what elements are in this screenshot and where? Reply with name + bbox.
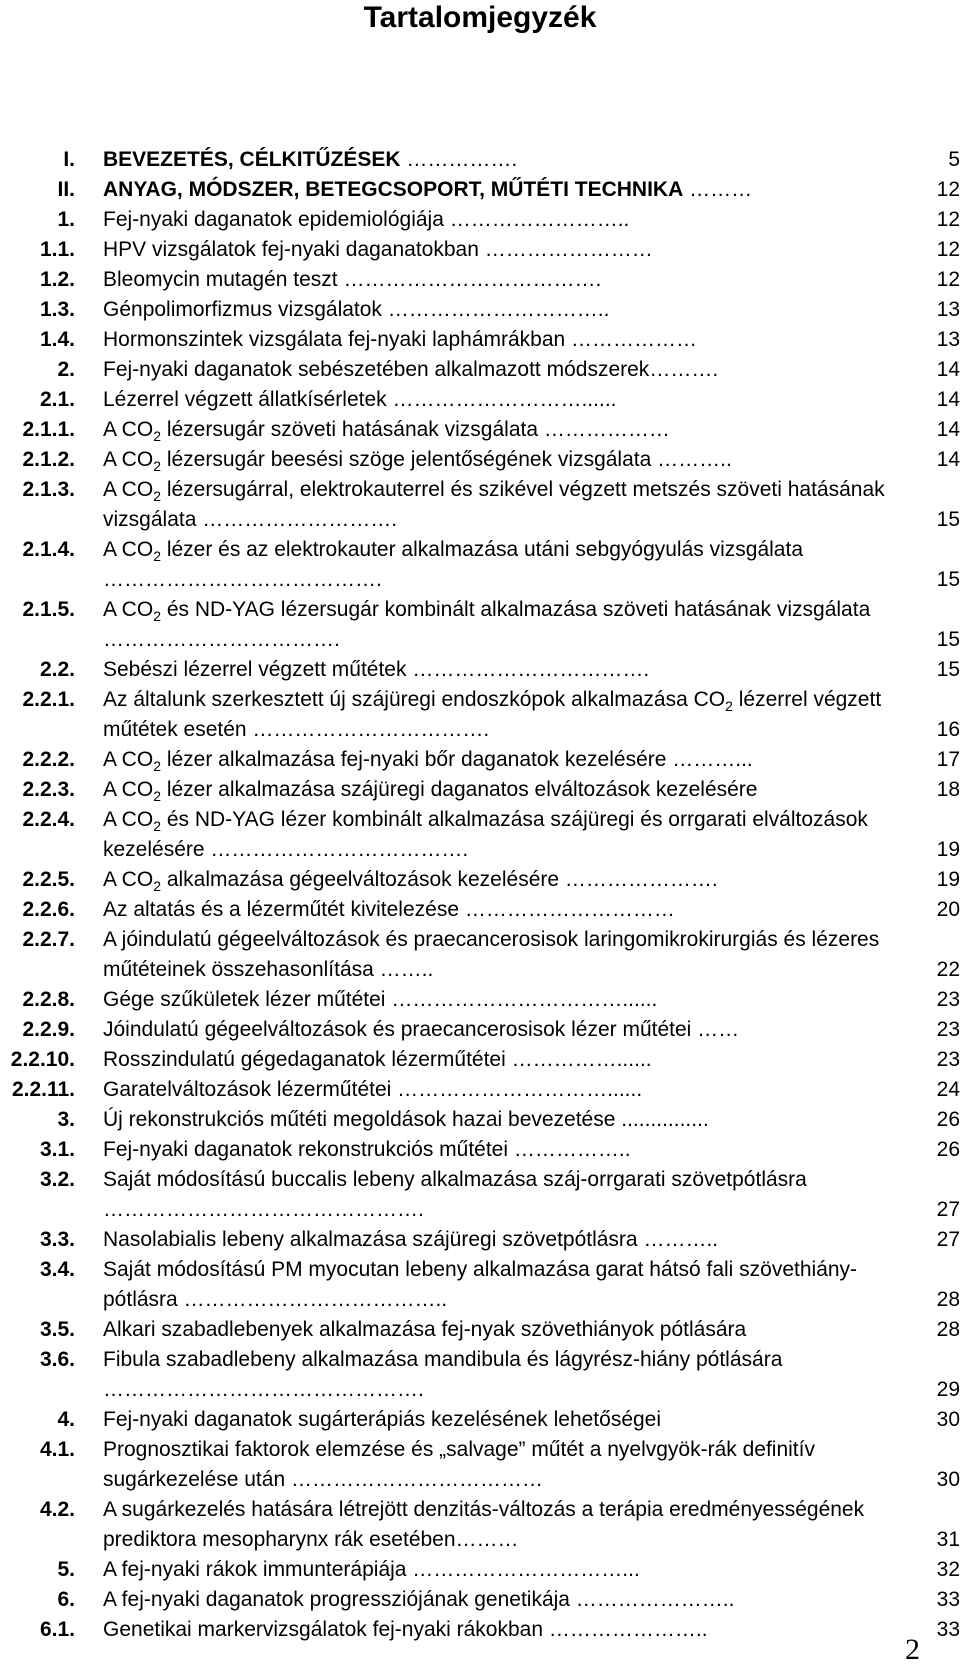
toc-entry-number: 1.3. — [39, 298, 75, 321]
toc-entry-page: 14 — [936, 418, 960, 441]
toc-entry-title — [103, 1345, 893, 1405]
toc-entry-page: 32 — [936, 1558, 960, 1581]
toc-entry-subscript: 2 — [153, 488, 161, 504]
toc-entry-page: 30 — [936, 1408, 960, 1431]
toc-entry-number: 2. — [57, 358, 75, 381]
toc-entry-text: Génpolimorfizmus vizsgálatok — [103, 298, 382, 321]
toc-entry-text: Az altatás és a lézerműtét kivitelezése — [103, 898, 459, 921]
toc-entry-prefix: A CO — [103, 478, 154, 501]
toc-entry-subscript: 2 — [725, 698, 733, 714]
toc-entry-number: 4.1. — [39, 1438, 75, 1461]
toc-entry-number: 2.2.2. — [22, 748, 75, 771]
toc-entry-number: 3.2. — [39, 1168, 75, 1191]
toc-entry-page: 5 — [948, 148, 960, 171]
toc-entry-leader: ……………………………… — [285, 1468, 543, 1491]
toc-entry-page: 12 — [936, 268, 960, 291]
toc-entry-prefix: A CO — [103, 808, 154, 831]
toc-entry-title — [103, 535, 893, 595]
toc-entry — [0, 235, 960, 265]
toc-entry-text: Prognosztikai faktorok elemzése és „salvage” műtét a nyelvgyök-rák definitív sugárkezelése után — [103, 1438, 815, 1491]
toc-entry-page: 27 — [936, 1228, 960, 1251]
toc-entry-page: 28 — [936, 1318, 960, 1341]
toc-entry-prefix: A CO — [103, 418, 154, 441]
toc-entry-title — [103, 475, 893, 535]
toc-entry-number: 2.1. — [39, 388, 75, 411]
toc-entry — [0, 1555, 960, 1585]
toc-entry-page: 14 — [936, 388, 960, 411]
toc-entry-title — [103, 1555, 893, 1585]
toc-entry-number: 6. — [57, 1588, 75, 1611]
toc-entry-page: 13 — [936, 298, 960, 321]
toc-entry-leader: ………………………...... — [386, 388, 617, 411]
toc-entry-leader: ……………… — [565, 328, 698, 351]
toc-entry — [0, 1435, 960, 1495]
toc-entry-page: 17 — [936, 748, 960, 771]
toc-entry-text: lézer alkalmazása fej-nyaki bőr daganatok kezelésére — [160, 748, 667, 771]
toc-entry-text: lézersugár beesési szöge jelentőségének vizsgálata — [160, 448, 652, 471]
toc-entry-text: Új rekonstrukciós műtéti megoldások hazai bevezetése — [103, 1108, 616, 1131]
toc-entry — [0, 1135, 960, 1165]
toc-entry-page: 16 — [936, 718, 960, 741]
toc-entry-leader: ……… — [455, 1528, 519, 1551]
toc-entry-text: Hormonszintek vizsgálata fej-nyaki laphámrákban — [103, 328, 566, 351]
toc-entry — [0, 1315, 960, 1345]
toc-entry-page: 14 — [936, 358, 960, 381]
toc-entry-number: II. — [57, 178, 75, 201]
toc-entry-number: 2.2.7. — [22, 928, 75, 951]
toc-entry-text: lézersugárral, elektrokauterrel és szikével végzett metszés szöveti hatásának vizsgálata — [103, 478, 885, 531]
toc-entry-title — [103, 925, 893, 985]
toc-entry — [0, 325, 960, 355]
toc-entry-title — [103, 1495, 893, 1555]
toc-entry-leader: ………………………………. — [204, 838, 469, 861]
toc-entry-number: 4.2. — [39, 1498, 75, 1521]
toc-entry-leader: ………………………… — [459, 898, 675, 921]
toc-entry-number: 2.2.10. — [10, 1048, 75, 1071]
toc-entry-page: 15 — [936, 508, 960, 531]
toc-entry-text: Rosszindulatú gégedaganatok lézerműtétei — [103, 1048, 506, 1071]
toc-entry — [0, 595, 960, 655]
toc-entry — [0, 445, 960, 475]
toc-entry — [0, 1585, 960, 1615]
toc-entry-page: 24 — [936, 1078, 960, 1101]
toc-entry-page: 26 — [936, 1108, 960, 1131]
toc-entry-text: Az általunk szerkesztett új szájüregi endoszkópok alkalmazása CO — [103, 688, 726, 711]
toc-entry-leader: ……… — [683, 178, 753, 201]
toc-entry — [0, 355, 960, 385]
toc-entry-text: Saját módosítású buccalis lebeny alkalmazása száj-orrgarati szövetpótlásra — [103, 1168, 807, 1191]
toc-entry-page: 12 — [936, 208, 960, 231]
toc-entry-title — [103, 805, 893, 865]
toc-entry-title — [103, 1435, 893, 1495]
toc-entry-leader: ……………. — [400, 148, 518, 171]
toc-entry-number: I. — [63, 148, 75, 171]
toc-entry-text: Saját módosítású PM myocutan lebeny alkalmazása garat hátsó fali szövethiány-pótlásra — [103, 1258, 858, 1311]
toc-entry — [0, 1045, 960, 1075]
toc-entry-page: 29 — [936, 1378, 960, 1401]
toc-entry-text: Gége szűkületek lézer műtétei — [103, 988, 386, 1011]
toc-entry-subscript: 2 — [153, 818, 161, 834]
toc-entry-title — [103, 895, 893, 925]
toc-entry-page: 13 — [936, 328, 960, 351]
toc-entry-number: 2.2.1. — [22, 688, 75, 711]
toc-entry-page: 27 — [936, 1198, 960, 1221]
toc-entry-subscript: 2 — [153, 608, 161, 624]
toc-entry-text: Fej-nyaki daganatok rekonstrukciós műtétei — [103, 1138, 509, 1161]
toc-entry-page: 28 — [936, 1288, 960, 1311]
toc-entry-leader: ……………… — [538, 418, 670, 441]
toc-entry-leader: ………………………….. — [381, 298, 610, 321]
toc-entry-number: 1.1. — [39, 238, 75, 261]
toc-entry-title — [103, 1075, 893, 1105]
toc-entry-text: Fej-nyaki daganatok sebészetében alkalmazott módszerek — [103, 358, 650, 381]
toc-entry — [0, 415, 960, 445]
toc-entry-text: Fibula szabadlebeny alkalmazása mandibula és lágyrész-hiány pótlására — [103, 1348, 783, 1371]
toc-entry-title — [103, 1585, 893, 1615]
toc-entry-leader: ……………………………….. — [177, 1288, 448, 1311]
toc-entry-number: 3.5. — [39, 1318, 75, 1341]
toc-entry-subscript: 2 — [153, 878, 161, 894]
toc-entry-text: Garatelváltozások lézerműtétei — [103, 1078, 392, 1101]
toc-entry-title — [103, 295, 893, 325]
toc-entry-number: 2.1.3. — [22, 478, 75, 501]
toc-entry-number: 2.2.6. — [22, 898, 75, 921]
toc-entry-text: HPV vizsgálatok fej-nyaki daganatokban — [103, 238, 479, 261]
toc-entry-leader: …….. — [373, 958, 434, 981]
toc-entry-title — [103, 1315, 893, 1345]
toc-entry-title — [103, 1225, 893, 1255]
toc-entry-title — [103, 655, 893, 685]
toc-entry-number: 3.3. — [39, 1228, 75, 1251]
toc-entry-number: 3.6. — [39, 1348, 75, 1371]
toc-entry-number: 3.4. — [39, 1258, 75, 1281]
toc-entry-title — [103, 445, 893, 475]
toc-entry-subscript: 2 — [153, 788, 161, 804]
toc-entry-leader: …………………………...... — [391, 1078, 643, 1101]
toc-entry-text: alkalmazása gégeelváltozások kezelésére — [160, 868, 560, 891]
toc-entry-leader: ………………….. — [569, 1588, 735, 1611]
toc-entry — [0, 805, 960, 865]
toc-entry-title — [103, 745, 893, 775]
toc-entry — [0, 1615, 960, 1645]
toc-entry-leader: …… — [691, 1018, 740, 1041]
toc-entry-number: 2.1.2. — [22, 448, 75, 471]
toc-entry-text: Fej-nyaki daganatok epidemiológiája — [103, 208, 444, 231]
toc-entry-subscript: 2 — [153, 548, 161, 564]
toc-entry-title — [103, 355, 893, 385]
toc-entry-prefix: A CO — [103, 448, 154, 471]
toc-entry-text: Lézerrel végzett állatkísérletek — [103, 388, 387, 411]
toc-entry-leader: ………………………………. — [337, 268, 602, 291]
toc-entry-title — [103, 235, 893, 265]
toc-entry — [0, 985, 960, 1015]
toc-entry-title — [103, 1615, 893, 1645]
toc-entry-title — [103, 415, 893, 445]
toc-entry-title — [103, 265, 893, 295]
toc-entry — [0, 745, 960, 775]
toc-entry-number: 5. — [57, 1558, 75, 1581]
toc-entry-prefix: A CO — [103, 778, 154, 801]
toc-entry-page: 33 — [936, 1588, 960, 1611]
toc-entry — [0, 535, 960, 595]
toc-entry-title — [103, 1105, 893, 1135]
toc-entry — [0, 1345, 960, 1405]
toc-entry-text: Sebészi lézerrel végzett műtétek — [103, 658, 407, 681]
toc-entry-text: A fej-nyaki daganatok progressziójának genetikája — [103, 1588, 570, 1611]
toc-entry-number: 2.1.5. — [22, 598, 75, 621]
toc-entry-page: 23 — [936, 988, 960, 1011]
toc-entry-leader: ............... — [615, 1108, 709, 1131]
toc-entry-text: A fej-nyaki rákok immunterápiája — [103, 1558, 407, 1581]
toc-entry-text: ANYAG, MÓDSZER, BETEGCSOPORT, MŰTÉTI TECHNIKA — [103, 178, 684, 201]
toc-entry-title — [103, 325, 893, 355]
toc-entry-number: 3. — [57, 1108, 75, 1131]
toc-entry-leader: ……………………………. — [246, 718, 490, 741]
toc-entry-text: A jóindulatú gégeelváltozások és praecancerosisok laringomikrokirurgiás és lézeres műtéteinek összehasonlítása — [103, 928, 880, 981]
toc-entry-number: 1.4. — [39, 328, 75, 351]
toc-entry-text-continued: lézerrel végzett műtétek esetén — [103, 688, 882, 741]
toc-entry-page: 23 — [936, 1018, 960, 1041]
toc-entry-leader: ……………………………. — [406, 658, 650, 681]
toc-entry-page: 18 — [936, 778, 960, 801]
page-title: Tartalomjegyzék — [363, 1, 597, 34]
toc-entry-page: 22 — [936, 958, 960, 981]
toc-entry-title — [103, 685, 893, 745]
toc-entry-number: 3.1. — [39, 1138, 75, 1161]
toc-entry-title — [103, 1165, 893, 1225]
toc-entry-leader: …………………… — [478, 238, 653, 261]
toc-entry-number: 2.1.4. — [22, 538, 75, 561]
toc-entry-page: 26 — [936, 1138, 960, 1161]
toc-entry-number: 1.2. — [39, 268, 75, 291]
toc-entry-text: lézer alkalmazása szájüregi daganatos elváltozások kezelésére — [160, 778, 758, 801]
toc-entry-title — [103, 175, 893, 205]
toc-entry-subscript: 2 — [153, 458, 161, 474]
toc-entry — [0, 1225, 960, 1255]
toc-entry-number: 2.2.5. — [22, 868, 75, 891]
toc-entry-page: 12 — [936, 238, 960, 261]
toc-entry-title — [103, 1255, 893, 1315]
toc-entry-number: 2.2.9. — [22, 1018, 75, 1041]
toc-entry-title — [103, 865, 893, 895]
toc-entry-title — [103, 1405, 893, 1435]
toc-entry-text: Bleomycin mutagén teszt — [103, 268, 338, 291]
toc-entry — [0, 145, 960, 175]
toc-entry — [0, 1075, 960, 1105]
table-of-contents — [0, 145, 960, 1645]
toc-entry-leader: ………………………………………. — [103, 1348, 789, 1401]
toc-entry-number: 2.2.11. — [11, 1078, 75, 1101]
toc-entry-leader: ………………………………………. — [103, 1168, 813, 1221]
page-number: 2 — [905, 1633, 920, 1666]
toc-entry-text: Genetikai markervizsgálatok fej-nyaki rákokban — [103, 1618, 544, 1641]
toc-entry-page: 31 — [936, 1528, 960, 1551]
toc-entry-text: lézersugár szöveti hatásának vizsgálata — [160, 418, 539, 441]
toc-entry-leader: ……………...... — [505, 1048, 652, 1071]
toc-entry-page: 33 — [936, 1618, 960, 1641]
toc-entry-page: 12 — [936, 178, 960, 201]
toc-entry — [0, 205, 960, 235]
toc-entry-prefix: A CO — [103, 538, 154, 561]
toc-entry — [0, 775, 960, 805]
toc-entry-number: 1. — [57, 208, 75, 231]
toc-entry — [0, 655, 960, 685]
toc-entry-number: 6.1. — [39, 1618, 75, 1641]
toc-entry-page: 15 — [936, 568, 960, 591]
toc-entry-page: 15 — [936, 658, 960, 681]
toc-entry-page: 19 — [936, 868, 960, 891]
toc-entry-text: BEVEZETÉS, CÉLKITŰZÉSEK — [103, 148, 401, 171]
toc-entry — [0, 685, 960, 745]
toc-entry — [0, 1015, 960, 1045]
toc-entry-page: 23 — [936, 1048, 960, 1071]
toc-entry — [0, 475, 960, 535]
toc-entry-text: és ND-YAG lézersugár kombinált alkalmazása szöveti hatásának vizsgálata — [160, 598, 871, 621]
toc-entry-text: Nasolabialis lebeny alkalmazása szájüregi szövetpótlásra — [103, 1228, 638, 1251]
toc-entry-leader: ……….. — [637, 1228, 719, 1251]
toc-entry-leader: ………………….. — [543, 1618, 708, 1641]
toc-entry-title — [103, 1045, 893, 1075]
toc-entry-page: 15 — [936, 628, 960, 651]
toc-entry-title — [103, 775, 893, 805]
toc-entry-page: 30 — [936, 1468, 960, 1491]
toc-entry-text: Fej-nyaki daganatok sugárterápiás kezelésének lehetőségei — [103, 1408, 662, 1431]
toc-entry — [0, 1255, 960, 1315]
toc-entry-leader: …………….. — [508, 1138, 631, 1161]
toc-entry-title — [103, 1135, 893, 1165]
toc-entry-title — [103, 385, 893, 415]
toc-entry-title — [103, 1015, 893, 1045]
toc-entry-leader: …………………….. — [443, 208, 630, 231]
toc-entry-number: 2.1.1. — [22, 418, 75, 441]
toc-entry-leader: ………... — [666, 748, 753, 771]
toc-entry-number: 4. — [57, 1408, 75, 1431]
toc-entry — [0, 925, 960, 985]
toc-entry — [0, 1495, 960, 1555]
toc-entry-prefix: A CO — [103, 598, 154, 621]
toc-entry-leader: ………. — [649, 358, 724, 381]
toc-entry — [0, 1165, 960, 1225]
toc-entry — [0, 175, 960, 205]
toc-entry-title — [103, 145, 893, 175]
toc-entry-subscript: 2 — [153, 428, 161, 444]
toc-entry-number: 2.2.8. — [22, 988, 75, 1011]
toc-entry-text: Jóindulatú gégeelváltozások és praecancerosisok lézer műtétei — [103, 1018, 692, 1041]
toc-entry — [0, 865, 960, 895]
toc-entry-page: 19 — [936, 838, 960, 861]
toc-entry-number: 2.2.4. — [22, 808, 75, 831]
toc-entry-subscript: 2 — [153, 758, 161, 774]
toc-entry-leader: …………………………... — [406, 1558, 640, 1581]
toc-entry — [0, 385, 960, 415]
toc-entry-page: 14 — [936, 448, 960, 471]
toc-entry — [0, 1105, 960, 1135]
toc-entry-leader: ……………………………. — [103, 598, 877, 651]
toc-entry-prefix: A CO — [103, 868, 154, 891]
toc-entry — [0, 895, 960, 925]
toc-entry-leader: ……………………………...... — [385, 988, 658, 1011]
toc-entry-leader: ……….. — [651, 448, 732, 471]
toc-entry — [0, 295, 960, 325]
toc-entry-title — [103, 205, 893, 235]
toc-entry-leader: …………………………………. — [103, 538, 809, 591]
toc-entry-leader: ………………………. — [196, 508, 398, 531]
toc-entry-title — [103, 985, 893, 1015]
toc-entry — [0, 1405, 960, 1435]
toc-entry-number: 2.2.3. — [22, 778, 75, 801]
toc-entry-leader: …………………. — [559, 868, 718, 891]
toc-entry-text: lézer és az elektrokauter alkalmazása utáni sebgyógyulás vizsgálata — [160, 538, 803, 561]
toc-entry — [0, 265, 960, 295]
toc-entry-number: 2.2. — [39, 658, 75, 681]
toc-entry-text: és ND-YAG lézer kombinált alkalmazása szájüregi és orrgarati elváltozások kezelésére — [103, 808, 868, 861]
toc-entry-prefix: A CO — [103, 748, 154, 771]
toc-entry-page: 20 — [936, 898, 960, 921]
toc-entry-title — [103, 595, 893, 655]
toc-entry-text: A sugárkezelés hatására létrejött denzitás-változás a terápia eredményességének prediktora mesopharynx rák esetében — [103, 1498, 865, 1551]
toc-entry-text: Alkari szabadlebenyek alkalmazása fej-nyak szövethiányok pótlására — [103, 1318, 747, 1341]
